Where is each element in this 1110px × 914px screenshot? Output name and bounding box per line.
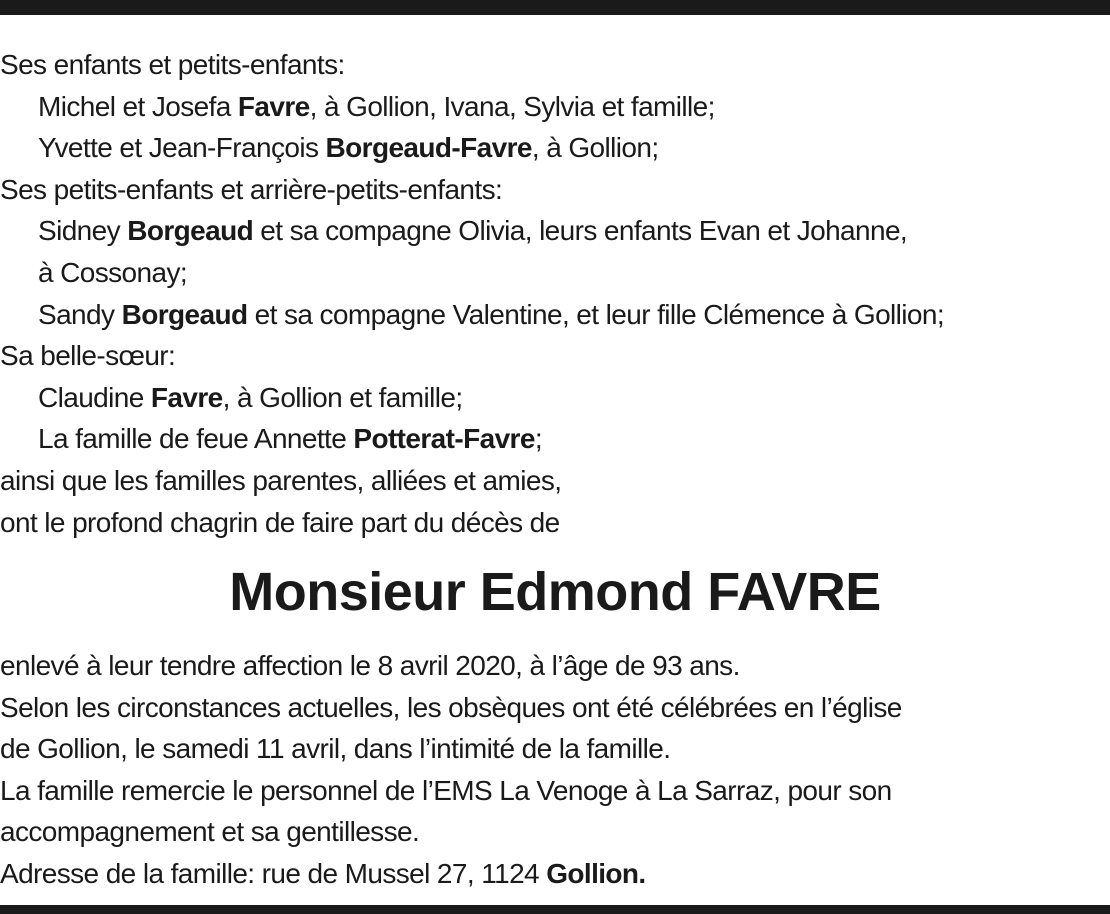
sisterinlaw-heading: Sa belle-sœur: <box>0 340 176 372</box>
entry-text: et sa compagne Olivia, leurs enfants Evan et Johanne, <box>253 215 908 247</box>
entry-text: La famille de feue Annette <box>38 423 354 455</box>
closing-line: Selon les circonstances actuelles, les obsèques ont été célébrées en l’église <box>0 691 902 723</box>
announcement-line: ont le profond chagrin de faire part du décès de <box>0 506 560 538</box>
entry-text: Claudine <box>38 381 151 413</box>
family-surname: Borgeaud <box>127 215 254 247</box>
sisterinlaw-entry <box>0 418 1110 460</box>
closing-line: de Gollion, le samedi 11 avril, dans l’intimité de la famille. <box>0 733 671 765</box>
relatives-line: ainsi que les familles parentes, alliées et amies, <box>0 464 562 496</box>
child-entry <box>0 127 1110 169</box>
entry-text: Sandy <box>38 298 122 330</box>
closing-line: enlevé à leur tendre affection le 8 avril 2020, à l’âge de 93 ans. <box>0 650 740 681</box>
address-text: Adresse de la famille: rue de Mussel 27, 1124 <box>0 857 547 889</box>
children-heading: Ses enfants et petits-enfants: <box>0 49 345 80</box>
entry-text: ; <box>534 423 542 455</box>
sisterinlaw-entry <box>0 377 1110 419</box>
family-surname: Borgeaud-Favre <box>325 132 532 164</box>
closing-text <box>0 645 1110 895</box>
family-address <box>0 853 1110 895</box>
closing-line: accompagnement et sa gentillesse. <box>0 816 420 848</box>
family-surname: Potterat-Favre <box>353 423 535 455</box>
entry-text: Sidney <box>38 215 128 247</box>
bottom-rule <box>0 905 1110 914</box>
family-list <box>0 44 1110 543</box>
grandchildren-heading: Ses petits-enfants et arrière-petits-enfants: <box>0 173 503 205</box>
entry-text: , à Gollion et famille; <box>222 381 463 413</box>
entry-text: et sa compagne Valentine, et leur fille Clémence à Gollion; <box>247 298 945 330</box>
grandchild-entry-continued: à Cossonay; <box>38 256 188 288</box>
family-surname: Favre <box>237 90 310 122</box>
entry-text: , à Gollion, Ivana, Sylvia et famille; <box>309 90 715 122</box>
family-surname: Borgeaud <box>121 298 248 330</box>
entry-text: , à Gollion; <box>531 132 659 164</box>
child-entry <box>0 86 1110 128</box>
grandchild-entry <box>0 294 1110 336</box>
deceased-name: Monsieur Edmond FAVRE <box>229 562 881 622</box>
family-surname: Favre <box>150 381 223 413</box>
address-town: Gollion. <box>546 857 646 889</box>
grandchild-entry <box>0 210 1110 252</box>
top-rule <box>0 0 1110 15</box>
entry-text: Michel et Josefa <box>38 90 238 122</box>
entry-text: Yvette et Jean-François <box>38 132 326 164</box>
closing-line: La famille remercie le personnel de l’EMS La Venoge à La Sarraz, pour son <box>0 774 892 806</box>
